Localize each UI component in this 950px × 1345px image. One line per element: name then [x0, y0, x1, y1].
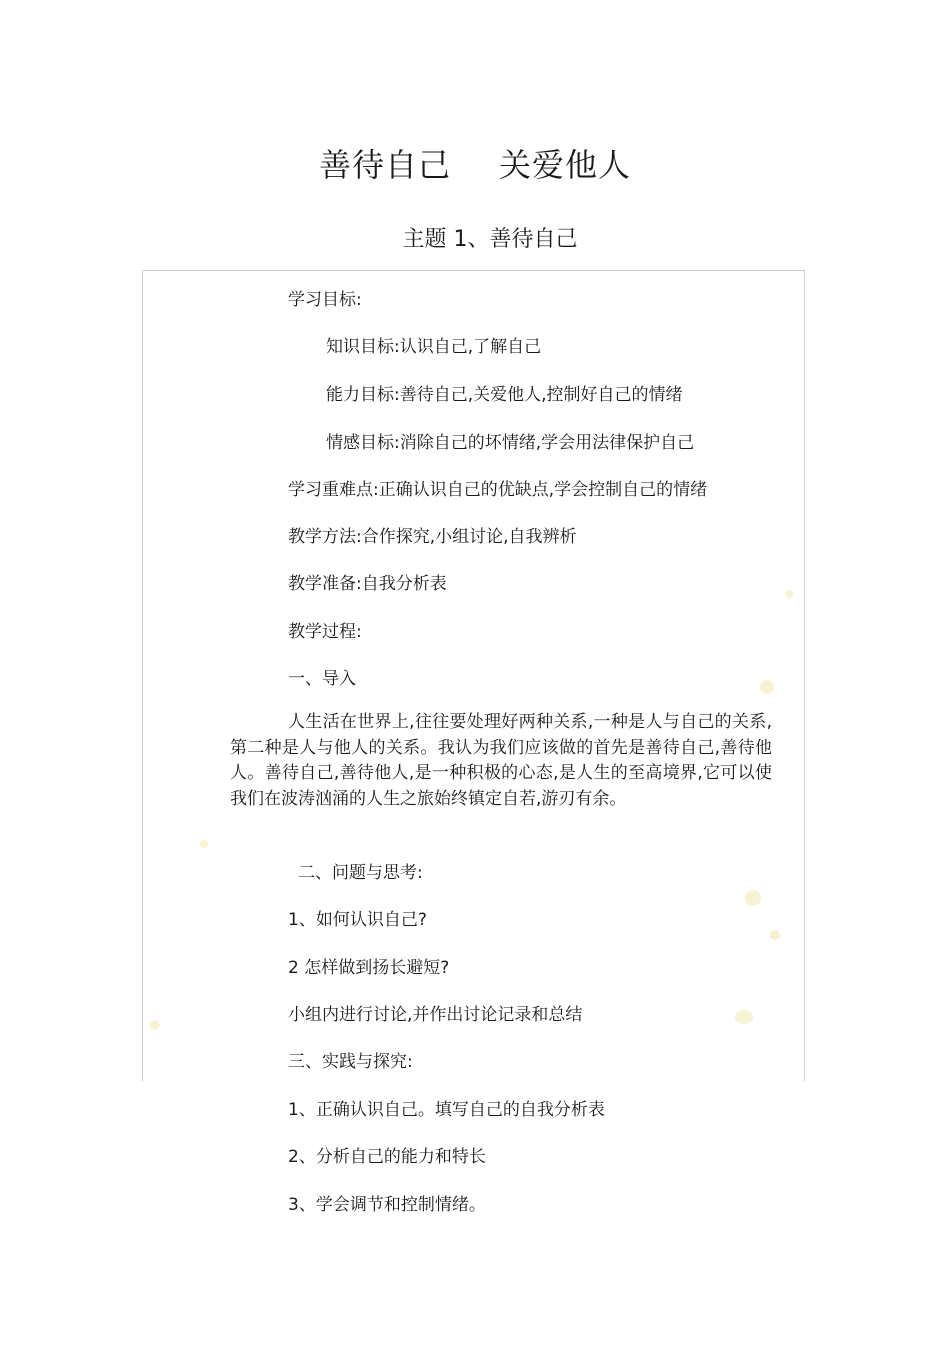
- section-heading-practice: 三、实践与探究:: [288, 1052, 413, 1072]
- title-part-1: 善待自己: [318, 146, 451, 184]
- topic-subtitle: 主题 1、善待自己: [402, 227, 578, 252]
- page-title: [0, 140, 950, 186]
- question-2: 2 怎样做到扬长避短?: [288, 958, 450, 978]
- knowledge-objective: 知识目标:认识自己,了解自己: [326, 337, 542, 357]
- group-discussion: 小组内进行讨论,并作出讨论记录和总结: [288, 1005, 583, 1025]
- practice-item-2: 2、分析自己的能力和特长: [288, 1147, 486, 1167]
- objectives-label: 学习目标:: [288, 290, 362, 310]
- teaching-process: 教学过程:: [288, 622, 362, 642]
- section-heading-intro: 一、导入: [288, 669, 356, 689]
- ability-objective: 能力目标:善待自己,关爱他人,控制好自己的情绪: [326, 385, 683, 405]
- teaching-preparation: 教学准备:自我分析表: [288, 574, 447, 594]
- intro-paragraph: 人生活在世界上,往往要处理好两种关系,一种是人与自己的关系,第二种是人与他人的关系。我认为我们应该做的首先是善待自己,善待他人。善待自己,善待他人,是一种积极的心态,是人生的至高境界,它可以使我们在波涛汹涌的人生之旅始终镇定自若,游刃有余。: [230, 712, 772, 809]
- section-heading-questions: 二、问题与思考:: [298, 863, 423, 883]
- practice-item-1: 1、正确认识自己。填写自己的自我分析表: [288, 1100, 605, 1120]
- question-1: 1、如何认识自己?: [288, 910, 427, 930]
- emotion-objective: 情感目标:消除自己的坏情绪,学会用法律保护自己: [326, 433, 695, 453]
- key-points: 学习重难点:正确认识自己的优缺点,学会控制自己的情绪: [288, 480, 708, 500]
- teaching-methods: 教学方法:合作探究,小组讨论,自我辨析: [288, 527, 577, 547]
- title-part-2: 关爱他人: [499, 146, 632, 184]
- practice-item-3: 3、学会调节和控制情绪。: [288, 1195, 486, 1215]
